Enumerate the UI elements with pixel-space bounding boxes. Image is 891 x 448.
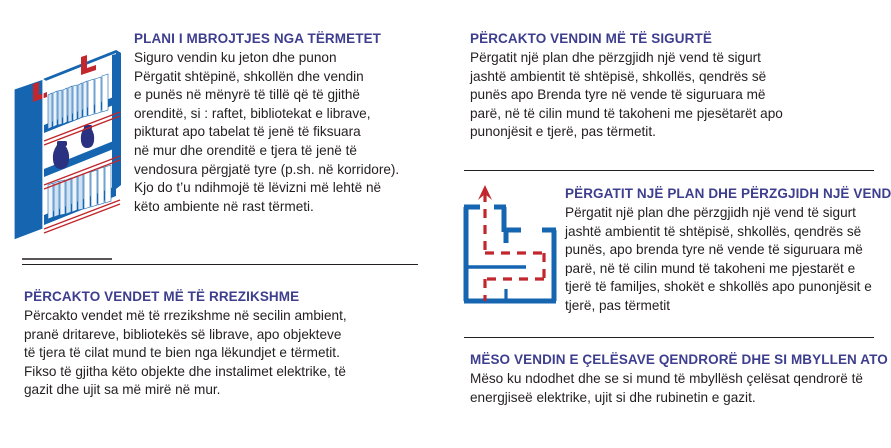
section-divider-right-bottom [464,337,874,338]
body-line: në mur dhe orenditë e tjera të jenë të [134,142,357,158]
body-line: jashtë ambientit të shtëpisë, shkollës, qendrës së [565,223,862,239]
body-line: energjiseë elektrike, ujit si dhe rubinetin e gazit. [470,389,756,405]
floor-plan-escape-route-illustration [458,183,562,329]
section-body [24,307,434,400]
body-line: Përcakto vendet më të rrezikshme në secilin ambient, [24,308,347,323]
body-line: parë, në të cilin mund të takoheni me pjesëtarët apo [470,105,783,121]
body-line: vendosura përgjatë tyre (p.sh. në korridore). [134,161,400,177]
section-divider-left [22,264,418,265]
section-vendin-sigurte [470,31,882,142]
section-title: PLANI I MBROJTJES NGA TËRMETET [134,31,382,46]
body-line: të tjera të cilat mund te bien nga lëkundjet e tërmetit. [24,345,340,361]
body-line: parë, në të cilin mund të takoheni me pjestarët e [565,260,856,276]
body-line: Siguro vendin ku jeton dhe punon [134,50,337,65]
section-plan-mbrojtjes [134,31,434,216]
body-line: Mëso ku ndodhet dhe se si mund të mbyllësh çelësat qendrorë të [470,371,863,386]
body-line: këto ambiente në rast tërmeti. [134,198,314,214]
section-body [565,204,887,316]
section-body [134,49,434,216]
section-body [470,370,888,407]
body-line: Fikso të gjitha këto objekte dhe instalimet elektrike, të [24,363,346,379]
body-line: Përgatit një plan dhe përzgjidh një vend të sigurt [470,50,761,65]
body-line: tjerë të familjes, shokët e shkollës apo punonjësit e [565,279,872,295]
body-line: Kjo do t’u ndihmojë të lëvizni më lehtë në [134,180,382,196]
body-line: punonjësit e tjerë, pas tërmetit. [470,124,656,140]
section-title: PËRCAKTO VENDET MË TË RREZIKSHME [24,289,300,304]
section-pergatit-plan [565,186,891,316]
body-line: e punës në mënyrë të tillë që të gjithë [134,87,360,103]
body-line: Përgatit një plan dhe përzgjidh një vend të sigurt [565,205,856,220]
body-line: punës, apo brenda tyre në vende të siguruara më [565,242,863,258]
body-line: gazit dhe ujit sa më mirë në mur. [24,382,221,398]
section-body [470,49,882,142]
body-line: pranë dritareve, bibliotekës së librave, apo objekteve [24,326,342,342]
section-title: MËSO VENDIN E ÇELËSAVE QENDRORË DHE SI MBYLLEN ATO [470,352,888,367]
body-line: pikturat apo tabelat të jenë të fiksuara [134,124,361,140]
body-line: jashtë ambientit të shtëpisë, shkollës, qendrës së [470,68,767,84]
body-line: orenditë, si : raftet, bibliotekat e librave, [134,105,371,121]
bookshelf-anchored-to-wall-illustration [8,33,123,265]
body-line: Përgatit shtëpinë, shkollën dhe vendin [134,68,364,84]
section-divider-right-top [464,170,874,171]
section-vendet-rrezikshme [24,289,434,400]
body-line: tjerë, pas tërmetit [565,297,671,313]
section-title: PËRCAKTO VENDIN MË TË SIGURTË [470,31,712,46]
section-title: PËRGATIT NJË PLAN DHE PËRZGJIDH NJË VEND [565,186,891,201]
section-celesave-qendrore [470,352,888,407]
body-line: punës apo Brenda tyre në vende të siguruara më [470,87,766,103]
